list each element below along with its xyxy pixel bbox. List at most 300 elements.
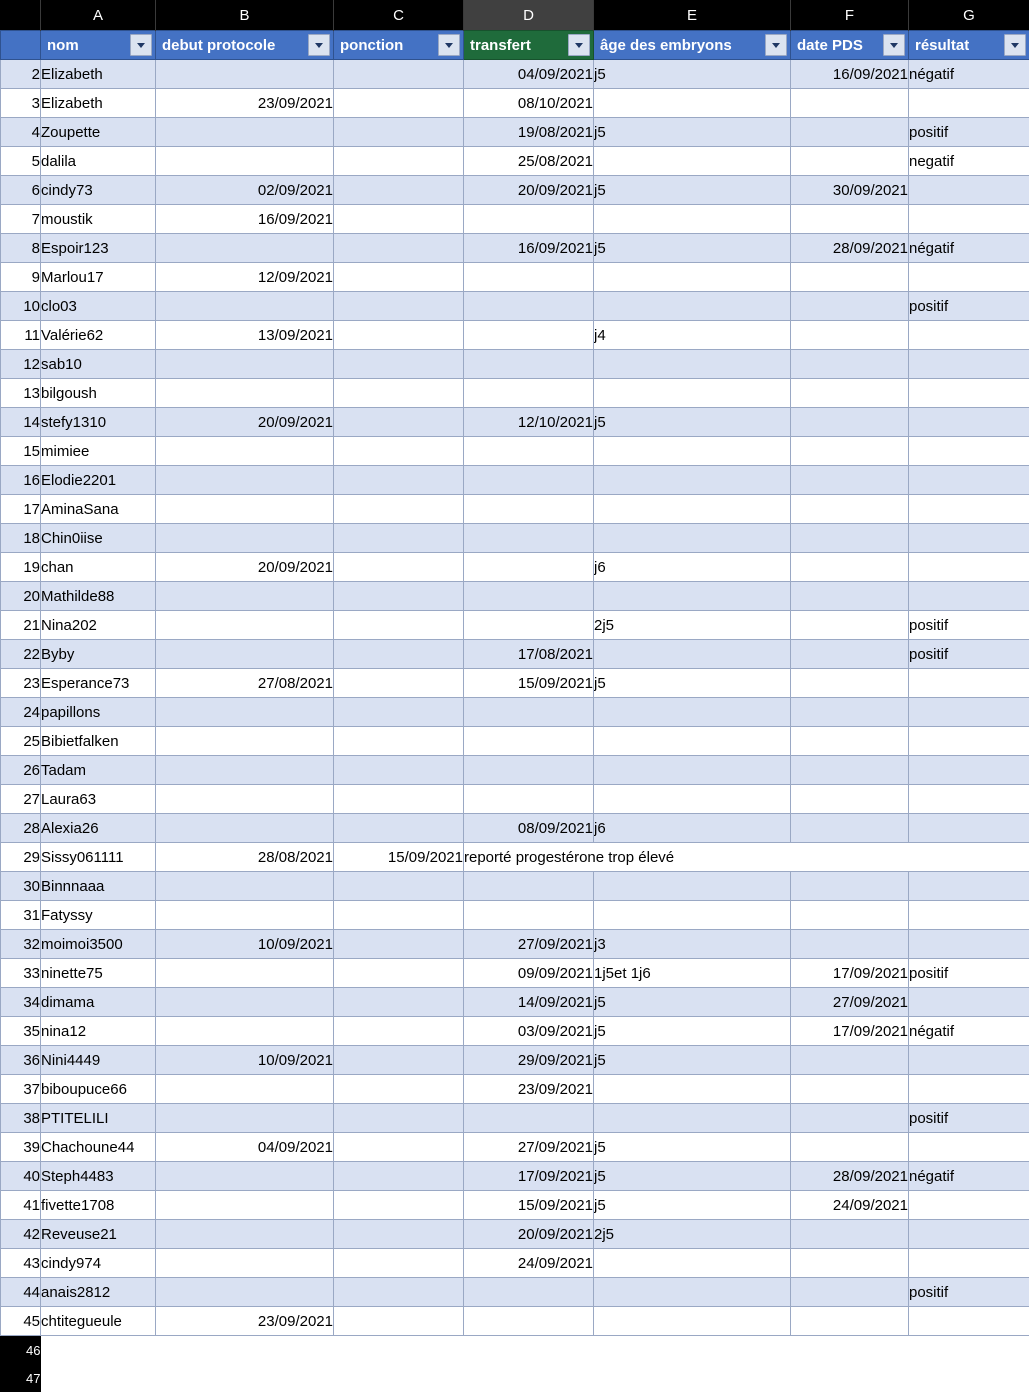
cell-nom[interactable]: Bibietfalken bbox=[41, 727, 156, 756]
cell-transfert[interactable]: 17/08/2021 bbox=[464, 640, 594, 669]
cell-transfert[interactable] bbox=[464, 1278, 594, 1307]
row-number[interactable]: 32 bbox=[1, 930, 41, 959]
cell-ponction[interactable] bbox=[334, 379, 464, 408]
filter-dropdown-icon[interactable] bbox=[765, 34, 787, 56]
row-number[interactable]: 26 bbox=[1, 756, 41, 785]
cell-ponction[interactable]: 15/09/2021 bbox=[334, 843, 464, 872]
cell-date-pds[interactable] bbox=[791, 437, 909, 466]
cell-date-pds[interactable] bbox=[791, 814, 909, 843]
row-number[interactable]: 43 bbox=[1, 1249, 41, 1278]
cell-resultat[interactable] bbox=[909, 1191, 1029, 1220]
cell-resultat[interactable] bbox=[909, 495, 1029, 524]
cell-ponction[interactable] bbox=[334, 611, 464, 640]
cell-age-embryons[interactable] bbox=[594, 466, 791, 495]
cell-transfert[interactable]: 08/09/2021 bbox=[464, 814, 594, 843]
header-cell-debut-protocole[interactable] bbox=[156, 31, 334, 60]
row-number[interactable]: 8 bbox=[1, 234, 41, 263]
row-number[interactable]: 4 bbox=[1, 118, 41, 147]
cell-date-pds[interactable] bbox=[791, 524, 909, 553]
header-cell-âge-des-embryons[interactable] bbox=[594, 31, 791, 60]
cell-age-embryons[interactable]: j5 bbox=[594, 1191, 791, 1220]
row-number[interactable]: 23 bbox=[1, 669, 41, 698]
row-number[interactable]: 27 bbox=[1, 785, 41, 814]
row-number[interactable]: 10 bbox=[1, 292, 41, 321]
cell-transfert[interactable]: 12/10/2021 bbox=[464, 408, 594, 437]
cell-nom[interactable]: stefy1310 bbox=[41, 408, 156, 437]
cell-debut-protocole[interactable] bbox=[156, 292, 334, 321]
cell-resultat[interactable]: positif bbox=[909, 118, 1029, 147]
filter-dropdown-icon[interactable] bbox=[308, 34, 330, 56]
cell-debut-protocole[interactable] bbox=[156, 234, 334, 263]
cell-date-pds[interactable] bbox=[791, 408, 909, 437]
header-cell-ponction[interactable] bbox=[334, 31, 464, 60]
cell-debut-protocole[interactable] bbox=[156, 959, 334, 988]
cell-date-pds[interactable] bbox=[791, 582, 909, 611]
cell-age-embryons[interactable]: j5 bbox=[594, 669, 791, 698]
cell-transfert[interactable] bbox=[464, 553, 594, 582]
cell-resultat[interactable] bbox=[909, 901, 1029, 930]
filter-dropdown-icon[interactable] bbox=[568, 34, 590, 56]
column-header-B[interactable]: B bbox=[156, 0, 334, 31]
cell-nom[interactable]: fivette1708 bbox=[41, 1191, 156, 1220]
cell-transfert[interactable] bbox=[464, 205, 594, 234]
cell-ponction[interactable] bbox=[334, 524, 464, 553]
cell-age-embryons[interactable] bbox=[594, 292, 791, 321]
cell-resultat[interactable] bbox=[909, 1046, 1029, 1075]
cell-nom[interactable]: Binnnaaa bbox=[41, 872, 156, 901]
row-number[interactable]: 41 bbox=[1, 1191, 41, 1220]
cell-ponction[interactable] bbox=[334, 1220, 464, 1249]
cell-transfert[interactable] bbox=[464, 321, 594, 350]
row-number[interactable]: 39 bbox=[1, 1133, 41, 1162]
cell-ponction[interactable] bbox=[334, 147, 464, 176]
cell-age-embryons[interactable] bbox=[594, 205, 791, 234]
cell-debut-protocole[interactable] bbox=[156, 1104, 334, 1133]
row-number[interactable]: 7 bbox=[1, 205, 41, 234]
cell-ponction[interactable] bbox=[334, 669, 464, 698]
cell-age-embryons[interactable] bbox=[594, 727, 791, 756]
cell-debut-protocole[interactable] bbox=[156, 727, 334, 756]
cell-ponction[interactable] bbox=[334, 1046, 464, 1075]
cell-resultat[interactable] bbox=[909, 524, 1029, 553]
cell-transfert[interactable]: 20/09/2021 bbox=[464, 1220, 594, 1249]
cell-resultat[interactable]: positif bbox=[909, 292, 1029, 321]
cell-ponction[interactable] bbox=[334, 1017, 464, 1046]
cell-age-embryons[interactable]: j5 bbox=[594, 60, 791, 89]
cell-date-pds[interactable] bbox=[791, 118, 909, 147]
cell-age-embryons[interactable] bbox=[594, 1307, 791, 1336]
row-number[interactable]: 30 bbox=[1, 872, 41, 901]
cell-resultat[interactable] bbox=[909, 930, 1029, 959]
cell-date-pds[interactable] bbox=[791, 1249, 909, 1278]
cell-age-embryons[interactable] bbox=[594, 147, 791, 176]
cell-ponction[interactable] bbox=[334, 176, 464, 205]
cell-debut-protocole[interactable] bbox=[156, 1278, 334, 1307]
cell-ponction[interactable] bbox=[334, 814, 464, 843]
cell-age-embryons[interactable] bbox=[594, 524, 791, 553]
row-number[interactable]: 9 bbox=[1, 263, 41, 292]
cell-transfert[interactable]: 09/09/2021 bbox=[464, 959, 594, 988]
cell-nom[interactable]: papillons bbox=[41, 698, 156, 727]
cell-age-embryons[interactable] bbox=[594, 901, 791, 930]
cell-resultat[interactable]: positif bbox=[909, 959, 1029, 988]
cell-transfert[interactable]: 03/09/2021 bbox=[464, 1017, 594, 1046]
cell-age-embryons[interactable] bbox=[594, 640, 791, 669]
cell-age-embryons[interactable]: j5 bbox=[594, 118, 791, 147]
cell-date-pds[interactable] bbox=[791, 611, 909, 640]
cell-nom[interactable]: clo03 bbox=[41, 292, 156, 321]
cell-transfert[interactable]: 29/09/2021 bbox=[464, 1046, 594, 1075]
cell-resultat[interactable]: positif bbox=[909, 640, 1029, 669]
row-number[interactable]: 47 bbox=[1, 1364, 41, 1392]
cell-age-embryons[interactable] bbox=[594, 582, 791, 611]
cell-transfert[interactable]: 27/09/2021 bbox=[464, 1133, 594, 1162]
row-number[interactable]: 34 bbox=[1, 988, 41, 1017]
column-header-C[interactable]: C bbox=[334, 0, 464, 31]
cell-age-embryons[interactable]: j3 bbox=[594, 930, 791, 959]
cell-ponction[interactable] bbox=[334, 263, 464, 292]
cell-transfert[interactable]: 04/09/2021 bbox=[464, 60, 594, 89]
cell-date-pds[interactable] bbox=[791, 698, 909, 727]
cell-transfert[interactable] bbox=[464, 524, 594, 553]
row-number[interactable]: 46 bbox=[1, 1336, 41, 1365]
cell-nom[interactable]: mimiee bbox=[41, 437, 156, 466]
cell-nom[interactable]: Zoupette bbox=[41, 118, 156, 147]
cell-date-pds[interactable]: 17/09/2021 bbox=[791, 1017, 909, 1046]
cell-nom[interactable]: AminaSana bbox=[41, 495, 156, 524]
cell-transfert[interactable]: 27/09/2021 bbox=[464, 930, 594, 959]
cell-nom[interactable]: Chachoune44 bbox=[41, 1133, 156, 1162]
row-number[interactable]: 22 bbox=[1, 640, 41, 669]
cell-date-pds[interactable] bbox=[791, 1278, 909, 1307]
cell-ponction[interactable] bbox=[334, 118, 464, 147]
cell-debut-protocole[interactable] bbox=[156, 1191, 334, 1220]
cell-date-pds[interactable] bbox=[791, 1133, 909, 1162]
row-number[interactable]: 38 bbox=[1, 1104, 41, 1133]
cell-date-pds[interactable] bbox=[791, 553, 909, 582]
cell-age-embryons[interactable]: j5 bbox=[594, 234, 791, 263]
cell-nom[interactable]: chan bbox=[41, 553, 156, 582]
cell-resultat[interactable] bbox=[909, 988, 1029, 1017]
row-number[interactable]: 16 bbox=[1, 466, 41, 495]
cell-ponction[interactable] bbox=[334, 1104, 464, 1133]
cell-nom[interactable]: Elodie2201 bbox=[41, 466, 156, 495]
cell-nom[interactable]: nina12 bbox=[41, 1017, 156, 1046]
cell-nom[interactable]: Byby bbox=[41, 640, 156, 669]
cell-debut-protocole[interactable] bbox=[156, 1220, 334, 1249]
empty-cells[interactable] bbox=[41, 1364, 1029, 1392]
cell-date-pds[interactable] bbox=[791, 727, 909, 756]
cell-transfert[interactable]: 24/09/2021 bbox=[464, 1249, 594, 1278]
cell-date-pds[interactable] bbox=[791, 495, 909, 524]
cell-transfert[interactable] bbox=[464, 495, 594, 524]
cell-debut-protocole[interactable] bbox=[156, 582, 334, 611]
cell-ponction[interactable] bbox=[334, 89, 464, 118]
cell-date-pds[interactable] bbox=[791, 901, 909, 930]
cell-date-pds[interactable] bbox=[791, 1075, 909, 1104]
cell-ponction[interactable] bbox=[334, 1191, 464, 1220]
cell-ponction[interactable] bbox=[334, 205, 464, 234]
cell-nom[interactable]: Alexia26 bbox=[41, 814, 156, 843]
row-number[interactable]: 20 bbox=[1, 582, 41, 611]
cell-age-embryons[interactable]: j4 bbox=[594, 321, 791, 350]
cell-resultat[interactable]: positif bbox=[909, 611, 1029, 640]
cell-resultat[interactable] bbox=[909, 1075, 1029, 1104]
cell-nom[interactable]: Elizabeth bbox=[41, 60, 156, 89]
cell-date-pds[interactable]: 24/09/2021 bbox=[791, 1191, 909, 1220]
cell-nom[interactable]: Chin0iise bbox=[41, 524, 156, 553]
filter-dropdown-icon[interactable] bbox=[1004, 34, 1026, 56]
row-number[interactable]: 33 bbox=[1, 959, 41, 988]
cell-date-pds[interactable] bbox=[791, 1307, 909, 1336]
cell-transfert[interactable] bbox=[464, 727, 594, 756]
cell-ponction[interactable] bbox=[334, 234, 464, 263]
cell-date-pds[interactable] bbox=[791, 263, 909, 292]
cell-age-embryons[interactable] bbox=[594, 756, 791, 785]
cell-ponction[interactable] bbox=[334, 727, 464, 756]
cell-transfert[interactable] bbox=[464, 350, 594, 379]
cell-resultat[interactable] bbox=[909, 553, 1029, 582]
cell-transfert[interactable]: 19/08/2021 bbox=[464, 118, 594, 147]
row-number[interactable]: 18 bbox=[1, 524, 41, 553]
row-number[interactable]: 12 bbox=[1, 350, 41, 379]
cell-age-embryons[interactable] bbox=[594, 89, 791, 118]
cell-ponction[interactable] bbox=[334, 60, 464, 89]
cell-nom[interactable]: moustik bbox=[41, 205, 156, 234]
row-number[interactable]: 45 bbox=[1, 1307, 41, 1336]
cell-ponction[interactable] bbox=[334, 901, 464, 930]
cell-date-pds[interactable]: 17/09/2021 bbox=[791, 959, 909, 988]
cell-age-embryons[interactable]: j6 bbox=[594, 553, 791, 582]
cell-transfert[interactable] bbox=[464, 466, 594, 495]
cell-resultat[interactable] bbox=[909, 437, 1029, 466]
cell-date-pds[interactable]: 30/09/2021 bbox=[791, 176, 909, 205]
cell-transfert[interactable]: 16/09/2021 bbox=[464, 234, 594, 263]
cell-transfert[interactable] bbox=[464, 785, 594, 814]
cell-age-embryons[interactable] bbox=[594, 785, 791, 814]
row-number[interactable]: 28 bbox=[1, 814, 41, 843]
row-number[interactable]: 19 bbox=[1, 553, 41, 582]
cell-ponction[interactable] bbox=[334, 785, 464, 814]
cell-debut-protocole[interactable]: 16/09/2021 bbox=[156, 205, 334, 234]
cell-nom[interactable]: dimama bbox=[41, 988, 156, 1017]
row-number[interactable]: 37 bbox=[1, 1075, 41, 1104]
cell-nom[interactable]: PTITELILI bbox=[41, 1104, 156, 1133]
cell-debut-protocole[interactable] bbox=[156, 147, 334, 176]
cell-date-pds[interactable] bbox=[791, 1104, 909, 1133]
cell-nom[interactable]: bilgoush bbox=[41, 379, 156, 408]
cell-transfert[interactable] bbox=[464, 263, 594, 292]
cell-nom[interactable]: ninette75 bbox=[41, 959, 156, 988]
cell-resultat[interactable] bbox=[909, 350, 1029, 379]
cell-age-embryons[interactable] bbox=[594, 350, 791, 379]
cell-nom[interactable]: Valérie62 bbox=[41, 321, 156, 350]
row-number[interactable]: 6 bbox=[1, 176, 41, 205]
cell-debut-protocole[interactable]: 10/09/2021 bbox=[156, 1046, 334, 1075]
cell-debut-protocole[interactable] bbox=[156, 118, 334, 147]
cell-debut-protocole[interactable]: 20/09/2021 bbox=[156, 408, 334, 437]
cell-resultat[interactable]: négatif bbox=[909, 60, 1029, 89]
cell-resultat[interactable] bbox=[909, 756, 1029, 785]
cell-date-pds[interactable] bbox=[791, 466, 909, 495]
cell-debut-protocole[interactable] bbox=[156, 495, 334, 524]
cell-resultat[interactable] bbox=[909, 872, 1029, 901]
cell-date-pds[interactable]: 27/09/2021 bbox=[791, 988, 909, 1017]
cell-resultat[interactable] bbox=[909, 205, 1029, 234]
cell-debut-protocole[interactable]: 20/09/2021 bbox=[156, 553, 334, 582]
cell-transfert-note[interactable]: reporté progestérone trop élevé bbox=[464, 843, 1029, 872]
cell-age-embryons[interactable] bbox=[594, 1278, 791, 1307]
cell-nom[interactable]: Nina202 bbox=[41, 611, 156, 640]
cell-transfert[interactable] bbox=[464, 611, 594, 640]
cell-date-pds[interactable] bbox=[791, 756, 909, 785]
cell-transfert[interactable]: 23/09/2021 bbox=[464, 1075, 594, 1104]
column-header-A[interactable]: A bbox=[41, 0, 156, 31]
cell-nom[interactable]: sab10 bbox=[41, 350, 156, 379]
cell-resultat[interactable] bbox=[909, 263, 1029, 292]
filter-dropdown-icon[interactable] bbox=[883, 34, 905, 56]
row-number[interactable]: 31 bbox=[1, 901, 41, 930]
cell-debut-protocole[interactable] bbox=[156, 60, 334, 89]
cell-transfert[interactable] bbox=[464, 901, 594, 930]
cell-date-pds[interactable] bbox=[791, 205, 909, 234]
cell-nom[interactable]: cindy73 bbox=[41, 176, 156, 205]
cell-debut-protocole[interactable] bbox=[156, 1162, 334, 1191]
cell-nom[interactable]: Sissy061111 bbox=[41, 843, 156, 872]
cell-debut-protocole[interactable]: 27/08/2021 bbox=[156, 669, 334, 698]
cell-debut-protocole[interactable] bbox=[156, 814, 334, 843]
cell-nom[interactable]: Mathilde88 bbox=[41, 582, 156, 611]
row-number[interactable]: 40 bbox=[1, 1162, 41, 1191]
header-cell-nom[interactable] bbox=[41, 31, 156, 60]
cell-debut-protocole[interactable]: 04/09/2021 bbox=[156, 1133, 334, 1162]
cell-nom[interactable]: Elizabeth bbox=[41, 89, 156, 118]
row-number[interactable]: 35 bbox=[1, 1017, 41, 1046]
cell-nom[interactable]: Steph4483 bbox=[41, 1162, 156, 1191]
cell-date-pds[interactable] bbox=[791, 640, 909, 669]
cell-ponction[interactable] bbox=[334, 930, 464, 959]
cell-ponction[interactable] bbox=[334, 553, 464, 582]
cell-debut-protocole[interactable] bbox=[156, 524, 334, 553]
cell-transfert[interactable] bbox=[464, 1307, 594, 1336]
cell-resultat[interactable] bbox=[909, 176, 1029, 205]
filter-dropdown-icon[interactable] bbox=[438, 34, 460, 56]
cell-date-pds[interactable] bbox=[791, 1220, 909, 1249]
column-header-D[interactable]: D bbox=[464, 0, 594, 31]
row-number[interactable]: 5 bbox=[1, 147, 41, 176]
cell-nom[interactable]: Marlou17 bbox=[41, 263, 156, 292]
cell-age-embryons[interactable]: j6 bbox=[594, 814, 791, 843]
cell-ponction[interactable] bbox=[334, 408, 464, 437]
row-number[interactable]: 11 bbox=[1, 321, 41, 350]
cell-age-embryons[interactable] bbox=[594, 872, 791, 901]
cell-debut-protocole[interactable] bbox=[156, 640, 334, 669]
cell-debut-protocole[interactable]: 12/09/2021 bbox=[156, 263, 334, 292]
cell-nom[interactable]: Tadam bbox=[41, 756, 156, 785]
cell-nom[interactable]: Nini4449 bbox=[41, 1046, 156, 1075]
cell-nom[interactable]: Esperance73 bbox=[41, 669, 156, 698]
cell-debut-protocole[interactable] bbox=[156, 872, 334, 901]
column-header-E[interactable]: E bbox=[594, 0, 791, 31]
cell-date-pds[interactable] bbox=[791, 321, 909, 350]
cell-age-embryons[interactable] bbox=[594, 379, 791, 408]
cell-transfert[interactable]: 20/09/2021 bbox=[464, 176, 594, 205]
cell-debut-protocole[interactable] bbox=[156, 901, 334, 930]
header-cell-transfert[interactable] bbox=[464, 31, 594, 60]
cell-resultat[interactable]: positif bbox=[909, 1278, 1029, 1307]
cell-debut-protocole[interactable] bbox=[156, 698, 334, 727]
cell-age-embryons[interactable]: 2j5 bbox=[594, 1220, 791, 1249]
row-number[interactable]: 36 bbox=[1, 1046, 41, 1075]
cell-debut-protocole[interactable]: 23/09/2021 bbox=[156, 1307, 334, 1336]
cell-ponction[interactable] bbox=[334, 1278, 464, 1307]
cell-resultat[interactable] bbox=[909, 1133, 1029, 1162]
cell-nom[interactable]: dalila bbox=[41, 147, 156, 176]
cell-ponction[interactable] bbox=[334, 292, 464, 321]
cell-resultat[interactable] bbox=[909, 727, 1029, 756]
cell-transfert[interactable]: 14/09/2021 bbox=[464, 988, 594, 1017]
cell-age-embryons[interactable] bbox=[594, 1104, 791, 1133]
row-number[interactable]: 2 bbox=[1, 60, 41, 89]
cell-age-embryons[interactable]: j5 bbox=[594, 1162, 791, 1191]
cell-transfert[interactable] bbox=[464, 292, 594, 321]
cell-age-embryons[interactable] bbox=[594, 437, 791, 466]
cell-ponction[interactable] bbox=[334, 582, 464, 611]
cell-date-pds[interactable] bbox=[791, 147, 909, 176]
cell-date-pds[interactable] bbox=[791, 930, 909, 959]
cell-nom[interactable]: cindy974 bbox=[41, 1249, 156, 1278]
cell-debut-protocole[interactable] bbox=[156, 437, 334, 466]
cell-nom[interactable]: Laura63 bbox=[41, 785, 156, 814]
cell-age-embryons[interactable] bbox=[594, 495, 791, 524]
cell-debut-protocole[interactable] bbox=[156, 611, 334, 640]
cell-date-pds[interactable] bbox=[791, 350, 909, 379]
header-cell-date-pds[interactable] bbox=[791, 31, 909, 60]
row-number[interactable]: 42 bbox=[1, 1220, 41, 1249]
cell-ponction[interactable] bbox=[334, 437, 464, 466]
cell-age-embryons[interactable]: 1j5et 1j6 bbox=[594, 959, 791, 988]
cell-ponction[interactable] bbox=[334, 1133, 464, 1162]
cell-resultat[interactable] bbox=[909, 669, 1029, 698]
cell-debut-protocole[interactable] bbox=[156, 466, 334, 495]
cell-ponction[interactable] bbox=[334, 640, 464, 669]
cell-transfert[interactable] bbox=[464, 379, 594, 408]
cell-debut-protocole[interactable] bbox=[156, 988, 334, 1017]
cell-date-pds[interactable] bbox=[791, 379, 909, 408]
cell-ponction[interactable] bbox=[334, 350, 464, 379]
cell-transfert[interactable]: 08/10/2021 bbox=[464, 89, 594, 118]
cell-age-embryons[interactable]: j5 bbox=[594, 1017, 791, 1046]
row-number[interactable]: 29 bbox=[1, 843, 41, 872]
cell-transfert[interactable] bbox=[464, 756, 594, 785]
cell-ponction[interactable] bbox=[334, 988, 464, 1017]
cell-resultat[interactable] bbox=[909, 1249, 1029, 1278]
cell-resultat[interactable]: negatif bbox=[909, 147, 1029, 176]
row-number[interactable]: 25 bbox=[1, 727, 41, 756]
cell-resultat[interactable] bbox=[909, 582, 1029, 611]
cell-age-embryons[interactable]: j5 bbox=[594, 1133, 791, 1162]
cell-nom[interactable]: biboupuce66 bbox=[41, 1075, 156, 1104]
cell-resultat[interactable] bbox=[909, 408, 1029, 437]
cell-resultat[interactable] bbox=[909, 785, 1029, 814]
cell-nom[interactable]: anais2812 bbox=[41, 1278, 156, 1307]
header-cell-résultat[interactable] bbox=[909, 31, 1029, 60]
column-header-G[interactable]: G bbox=[909, 0, 1029, 31]
cell-age-embryons[interactable] bbox=[594, 698, 791, 727]
cell-nom[interactable]: moimoi3500 bbox=[41, 930, 156, 959]
cell-ponction[interactable] bbox=[334, 1162, 464, 1191]
cell-date-pds[interactable] bbox=[791, 785, 909, 814]
